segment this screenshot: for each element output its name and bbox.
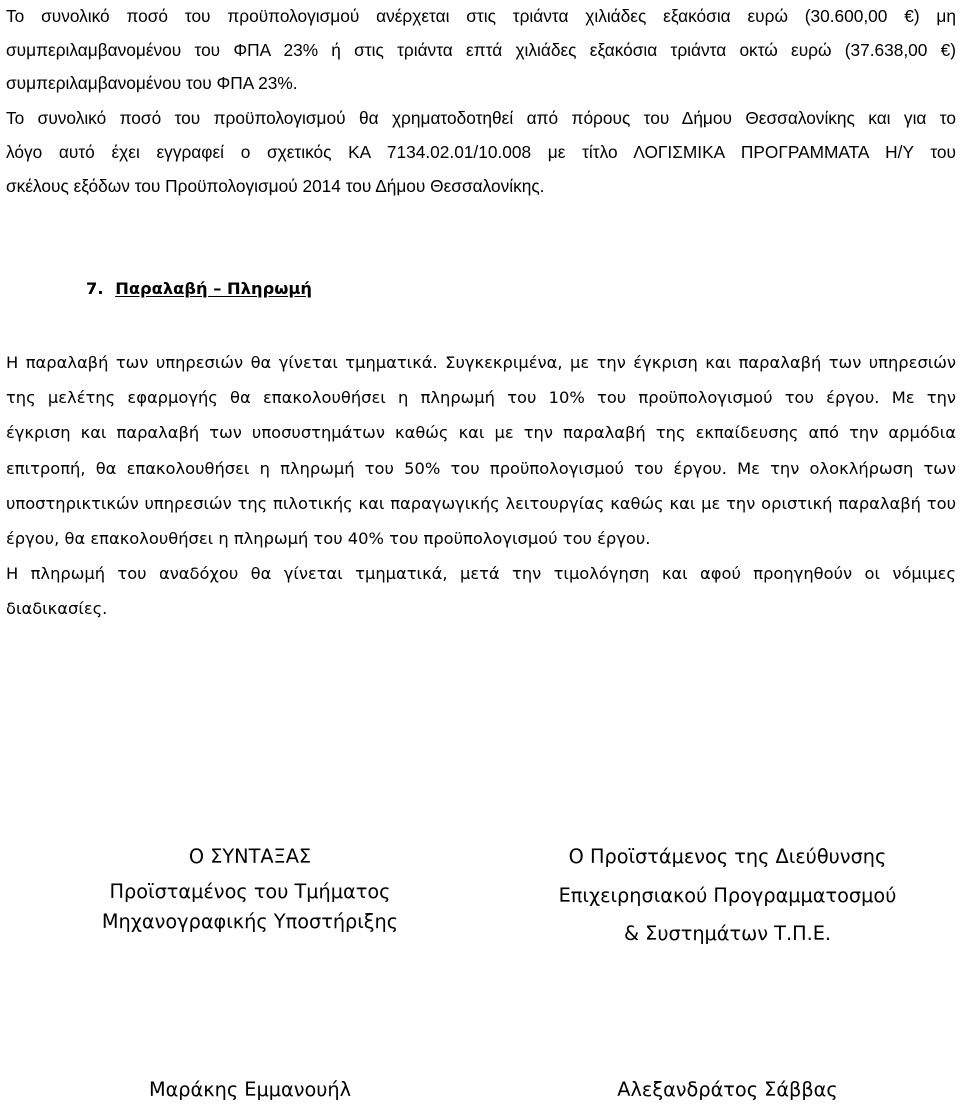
- paragraph-line: έργου, θα επακολουθήσει η πληρωμή του 40% του προϋπολογισμού του έργου.: [6, 528, 651, 548]
- delivery-payment-paragraph: [6, 345, 956, 627]
- right-signatory-department: Επιχειρησιακού Προγραμματοσμού & Συστημάτων Τ.Π.Ε.: [558, 884, 897, 945]
- funding-paragraph: [6, 101, 956, 203]
- right-signatory-name: Αλεξανδράτος Σάββας: [617, 1078, 838, 1101]
- paragraph-line: λόγο αυτό έχει εγγραφεί ο σχετικός ΚΑ 7134.02.01/10.008 με τίτλο ΛΟΓΙΣΜΙΚΑ ΠΡΟΓΡΑΜΜΑΤΑ Η/Υ του: [6, 142, 956, 162]
- paragraph-line: συμπεριλαμβανομένου του ΦΠΑ 23% ή στις τριάντα επτά χιλιάδες εξακόσια τριάντα οκτώ ευρώ (37.638,00 €): [6, 39, 956, 60]
- paragraph-line: συμπεριλαμβανομένου του ΦΠΑ 23%.: [6, 73, 298, 93]
- paragraph-line: της μελέτης εφαρμογής θα επακολουθήσει η πληρωμή του 10% του προϋπολογισμού του έργου. Με την: [6, 388, 956, 408]
- left-signatory-name: Μαράκης Εμμανουήλ: [148, 1078, 352, 1101]
- paragraph-line: επιτροπή, θα επακολουθήσει η πληρωμή του 50% του προϋπολογισμού του έργου. Με την ολοκλήρωση των: [6, 458, 956, 478]
- paragraph-line: Το συνολικό ποσό του προϋπολογισμού θα χρηματοδοτηθεί από πόρους του Δήμου Θεσσαλονίκης και για το: [6, 108, 956, 128]
- left-signatory-role: Ο ΣΥΝΤΑΞΑΣ: [188, 845, 312, 868]
- section-number: 7.: [86, 279, 104, 298]
- paragraph-line: Η παραλαβή των υπηρεσιών θα γίνεται τμηματικά. Συγκεκριμένα, με την έγκριση και παραλαβή των υπηρεσιών: [6, 353, 956, 372]
- paragraph-line: Το συνολικό ποσό του προϋπολογισμού ανέρχεται στις τριάντα χιλιάδες εξακόσια ευρώ (30.600,00 €) μη: [6, 6, 956, 26]
- budget-paragraph: [6, 0, 956, 101]
- left-signatory-department: Προϊσταμένος του Τμήματος Μηχανογραφικής Υποστήριξης: [101, 880, 399, 933]
- paragraph-line: σκέλους εξόδων του Προϋπολογισμού 2014 του Δήμου Θεσσαλονίκης.: [6, 176, 545, 196]
- right-signatory-role: Ο Προϊστάμενος της Διεύθυνσης: [568, 845, 887, 868]
- paragraph-line: υποστηρικτικών υπηρεσιών της πιλοτικής και παραγωγικής λειτουργίας καθώς και με την οριστική παραλαβή του: [6, 493, 956, 513]
- paragraph-line: διαδικασίες.: [6, 599, 108, 619]
- paragraph-line: Η πληρωμή του αναδόχου θα γίνεται τμηματικά, μετά την τιμολόγηση και αφού προηγηθούν οι νόμιμες: [6, 564, 956, 584]
- section-title: Παραλαβή – Πληρωμή: [115, 279, 312, 298]
- section-heading: [86, 279, 312, 298]
- paragraph-line: έγκριση και παραλαβή των υποσυστημάτων καθώς και με την παραλαβή της εκπαίδευσης από την αρμόδια: [6, 423, 956, 443]
